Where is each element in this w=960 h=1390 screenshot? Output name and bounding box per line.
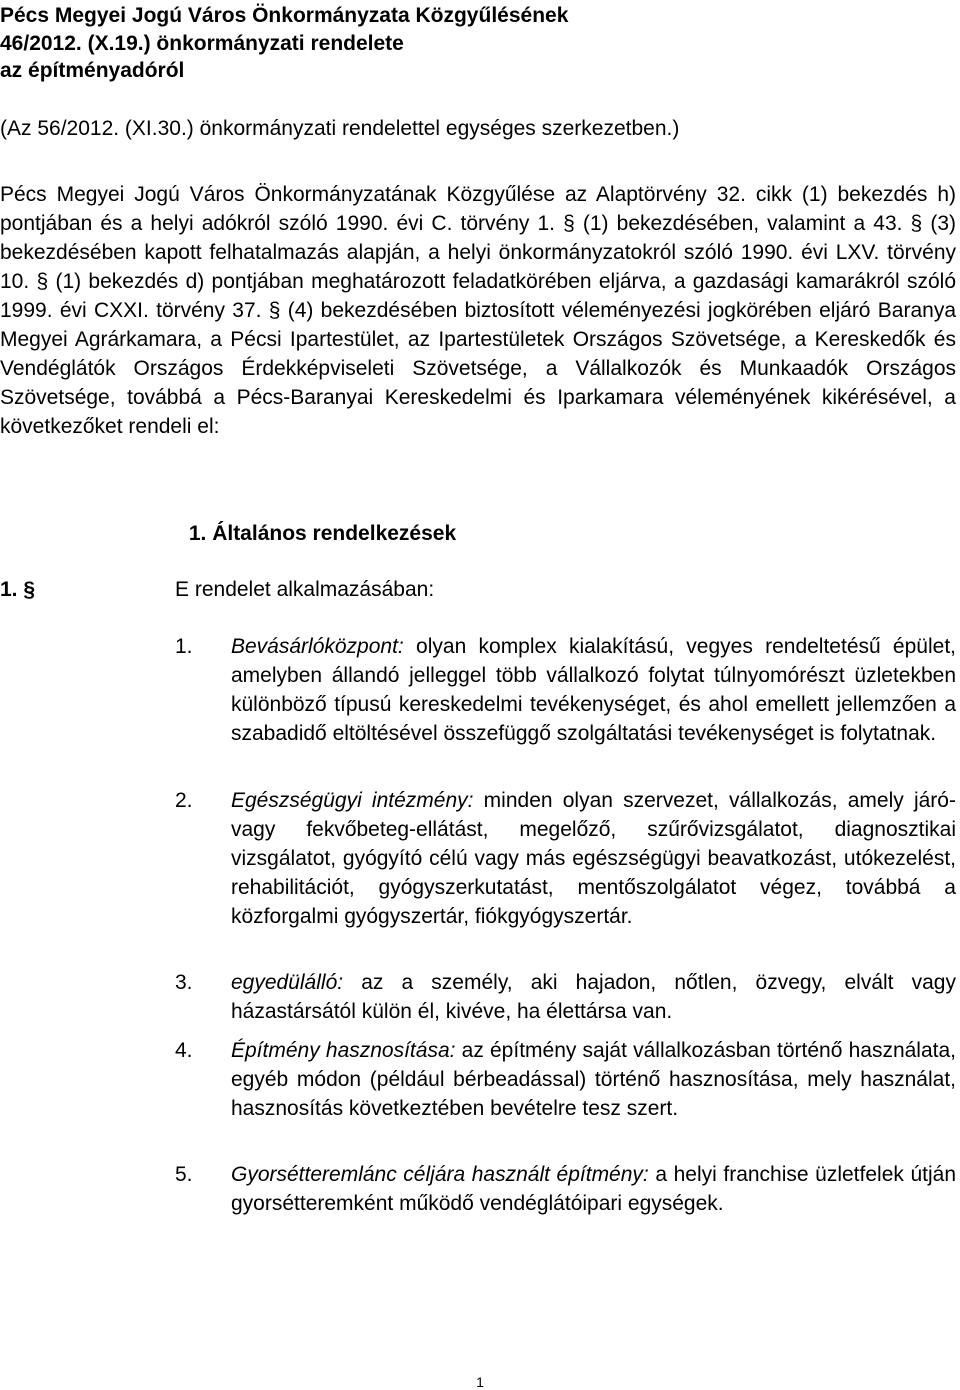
title-line-2: 46/2012. (X.19.) önkormányzati rendelete xyxy=(0,31,404,55)
preamble-paragraph: Pécs Megyei Jogú Város Önkormányzatának Közgyűlése az Alaptörvény 32. cikk (1) bekezdés h) pontjában és a helyi adókról szóló 1990. évi C. törvény 1. § (1) bekezdésében, valamint a 43. § (3) bekezdésében kapott felhatalmazás alapján, a helyi önkormányzatokról szóló 1990. évi LXV. törvény 10. § (1) bekezdés d) pontjában meghatározott feladatkörében eljárva, a gazdasági kamarákról szóló 1999. évi CXXI. törvény 37. § (4) bekezdésében biztosított véleményezési jogkörében eljáró Baranya Megyei Agrárkamara, a Pécsi Ipartestület, az Ipartestületek Országos Szövetsége, a Kereskedők és Vendéglátók Országos Érdekképviseleti Szövetsége, a Vállalkozók és Munkaadók Országos Szövetsége, továbbá a Pécs-Baranyai Kereskedelmi és Iparkamara véleményének kikérésével, a következőket rendeli el: xyxy=(0,183,956,438)
definition-term: Bevásárlóközpont: xyxy=(231,635,404,658)
definition-body xyxy=(231,968,956,1026)
definition-text: olyan komplex kialakítású, vegyes rendeltetésű épület, amelyben állandó jelleggel több vállalkozó folytat túlnyomórészt üzletekben különböző típusú kereskedelmi tevékenységet, és ahol emellett jellemzően a szabadidő eltöltésével összefüggő szolgáltatási tevékenységet is folytatnak. xyxy=(231,635,956,745)
definition-body xyxy=(231,632,956,748)
section-number: 1. § xyxy=(0,578,36,601)
definition-text: minden olyan szervezet, vállalkozás, amely járó- vagy fekvőbeteg-ellátást, megelőző, szűrővizsgálatot, diagnosztikai vizsgálatot, gyógyító célú vagy más egészségügyi beavatkozást, utókezelést, rehabilitációt, gyógyszerkutatást, mentőszolgálatot végez, továbbá a közforgalmi gyógyszertár, fiókgyógyszertár. xyxy=(231,789,956,928)
definition-body xyxy=(231,786,956,931)
definition-body xyxy=(231,1036,956,1123)
definition-term: Egészségügyi intézmény: xyxy=(231,789,474,812)
definition-number: 5. xyxy=(175,1163,193,1186)
section-intro: E rendelet alkalmazásában: xyxy=(175,578,435,601)
definition-number: 3. xyxy=(175,971,193,994)
title-line-1: Pécs Megyei Jogú Város Önkormányzata Közgyűlésének xyxy=(0,4,569,27)
definition-text: a helyi franchise üzletfelek útján gyorsétteremként működő vendéglátóipari egységek. xyxy=(231,1163,956,1215)
definition-body xyxy=(231,1160,956,1218)
definition-term: Építmény hasznosítása: xyxy=(231,1039,456,1062)
definition-text: az építmény saját vállalkozásban történő használata, egyéb módon (például bérbeadással) történő hasznosítása, mely használat, hasznosítás következtében bevételre tesz szert. xyxy=(231,1039,956,1120)
definition-term: Gyorsétteremlánc céljára használt építmény: xyxy=(231,1163,649,1186)
definition-number: 1. xyxy=(175,635,193,658)
chapter-heading: 1. Általános rendelkezések xyxy=(188,522,457,545)
definition-number: 2. xyxy=(175,789,193,812)
title-line-3: az építményadóról xyxy=(0,59,185,82)
document-title xyxy=(0,2,700,85)
definition-text: az a személy, aki hajadon, nőtlen, özvegy, elvált vagy házastársától külön él, kivéve, ha élettársa van. xyxy=(231,971,956,1023)
consolidated-note: (Az 56/2012. (XI.30.) önkormányzati rendelettel egységes szerkezetben.) xyxy=(0,117,680,140)
definition-term: egyedülálló: xyxy=(231,971,344,994)
page-number: 1 xyxy=(476,1374,484,1390)
definition-number: 4. xyxy=(175,1039,193,1062)
